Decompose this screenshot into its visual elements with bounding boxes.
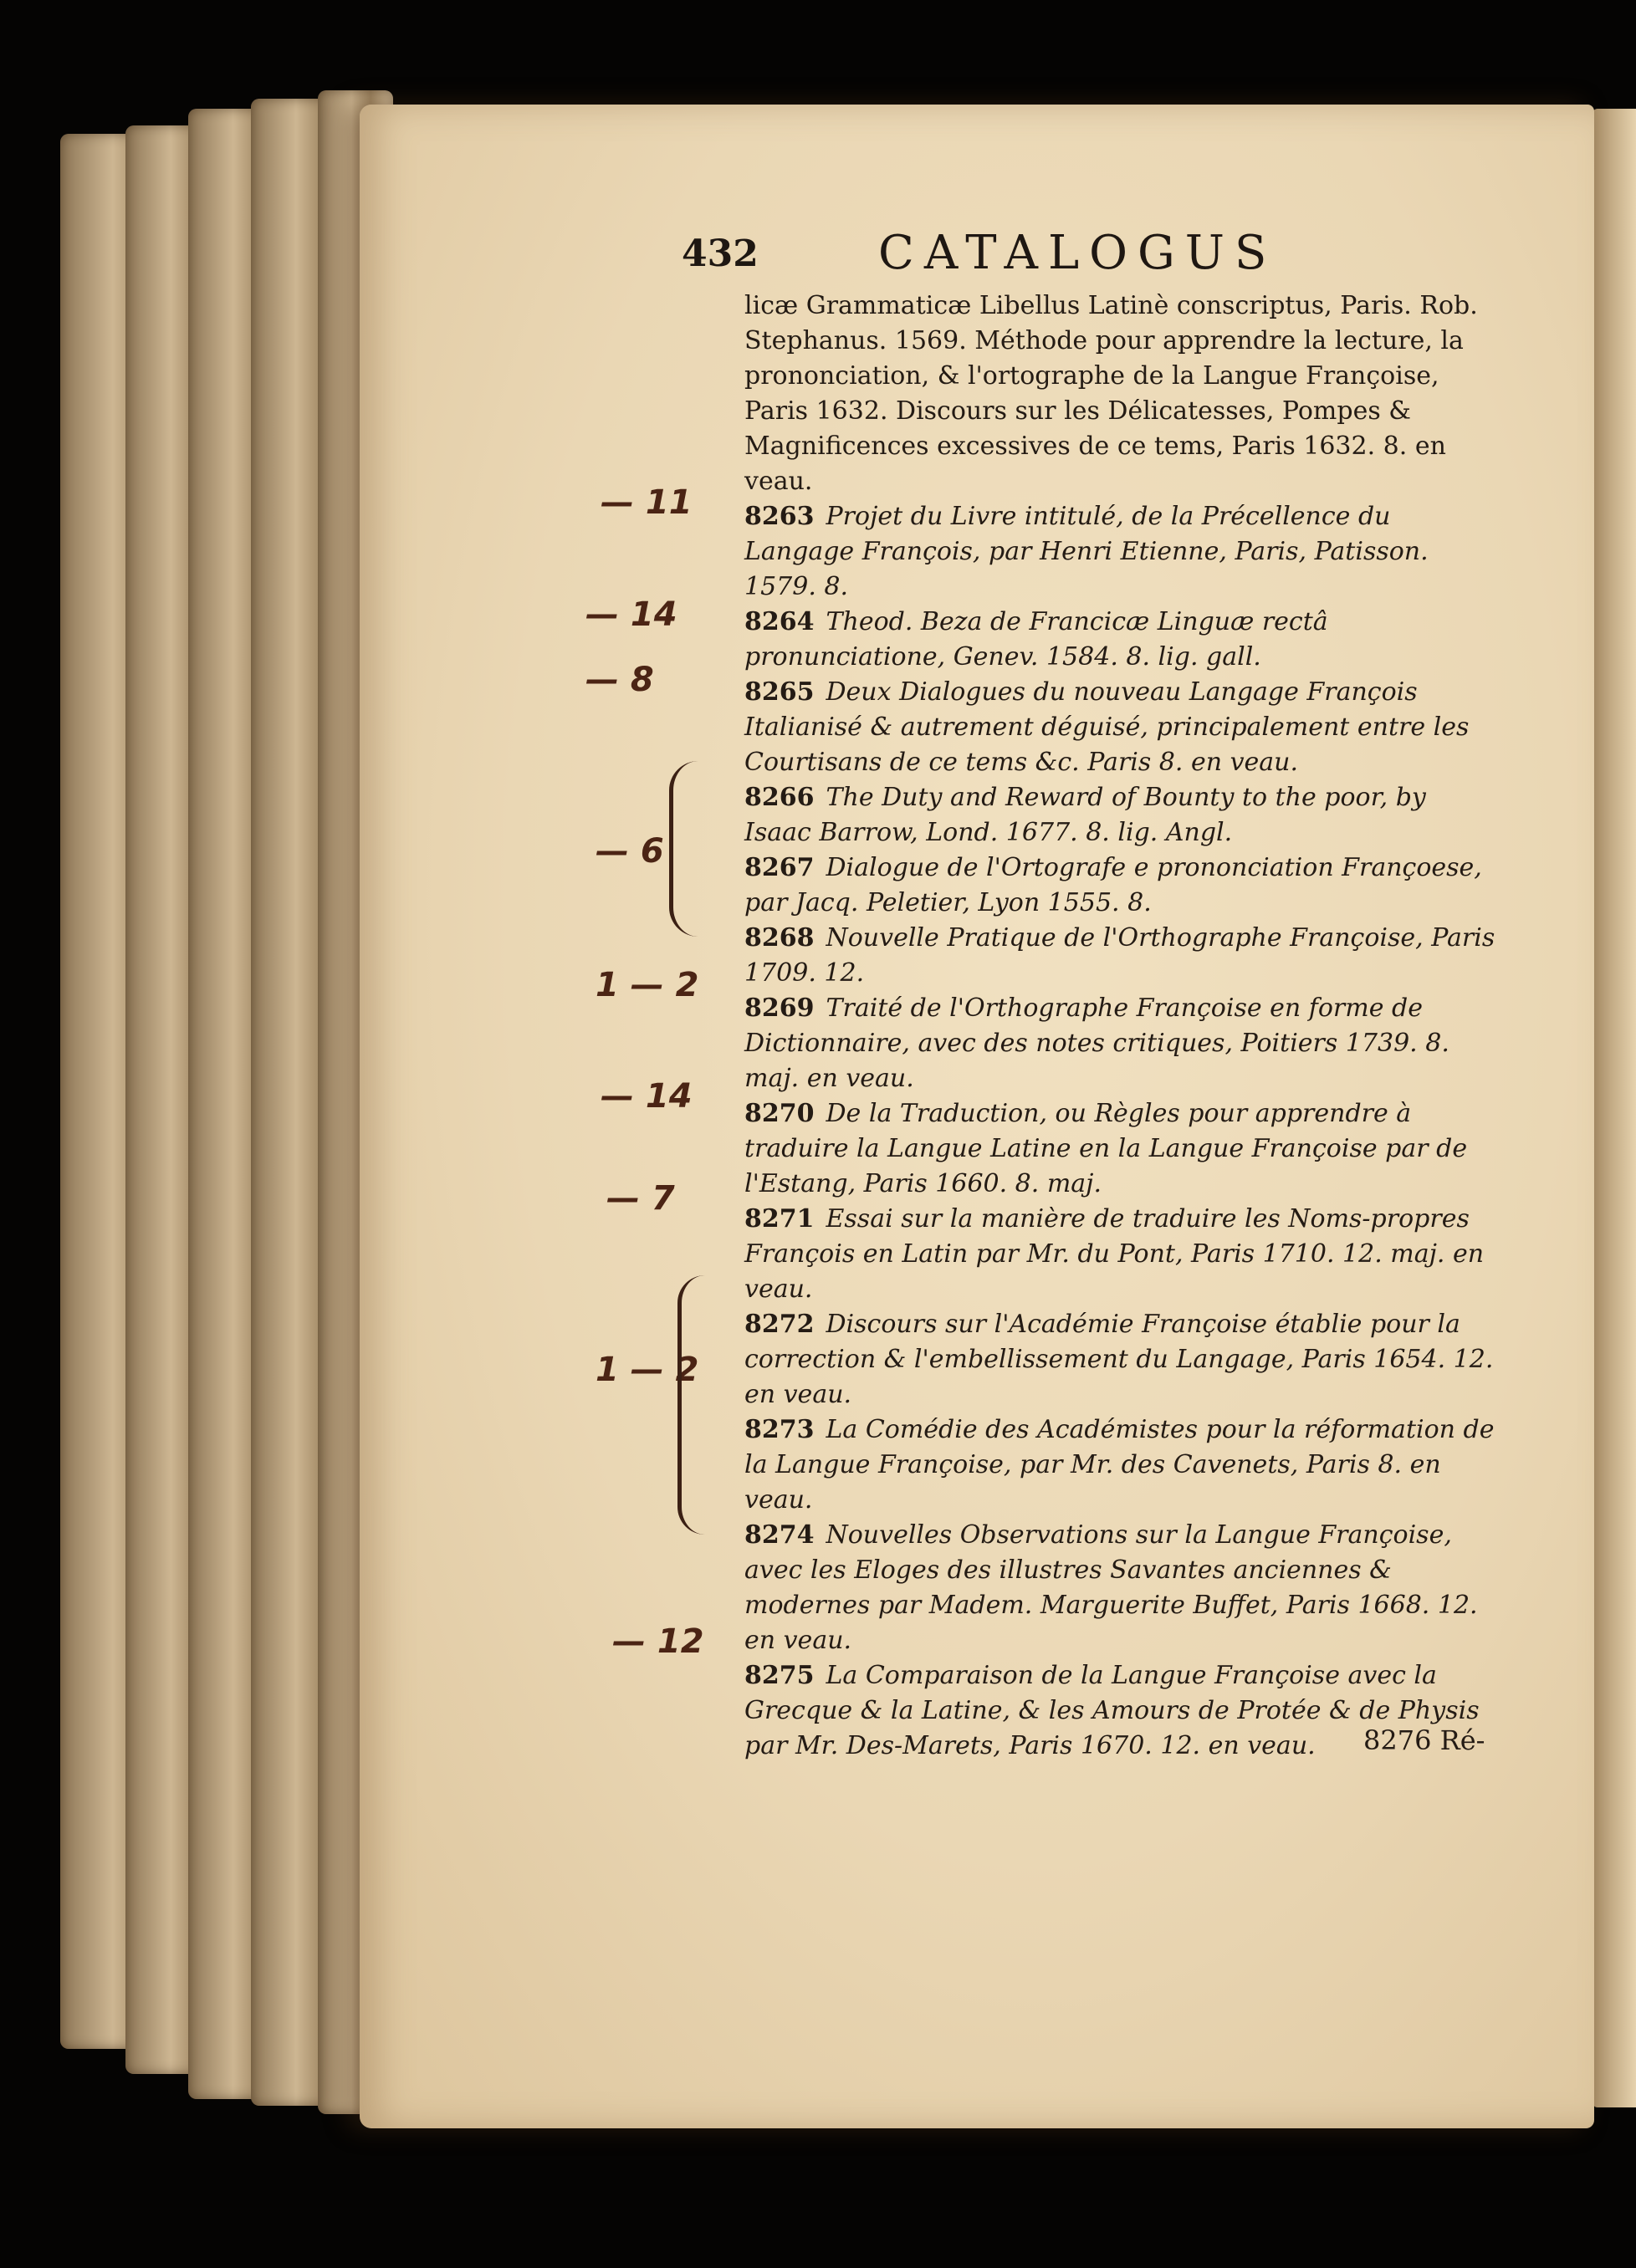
catalogue-entry bbox=[744, 1412, 1497, 1518]
continued-entry bbox=[744, 289, 1497, 499]
entry-number: 8273 bbox=[744, 1415, 815, 1444]
entry-number: 8269 bbox=[744, 994, 815, 1023]
entry-text: Projet du Livre intitulé, de la Précellence du Langage François, par Henri Etienne, Paris, Patisson. 1579. 8. bbox=[744, 502, 1429, 601]
price-annotation: 1 — 2 bbox=[596, 1351, 699, 1389]
price-annotation: — 14 bbox=[601, 1077, 693, 1116]
catalogue-entry bbox=[744, 1096, 1497, 1202]
entry-text: Nouvelle Pratique de l'Orthographe Françoise, Paris 1709. 12. bbox=[744, 923, 1495, 988]
running-title: CATALOGUS bbox=[878, 226, 1277, 280]
entry-text: Theod. Beza de Francicæ Linguæ rectâ pronunciatione, Genev. 1584. 8. lig. gall. bbox=[744, 607, 1328, 672]
price-annotation: — 7 bbox=[606, 1179, 675, 1218]
entry-text: Traité de l'Orthographe Françoise en forme de Dictionnaire, avec des notes critiques, Poitiers 1739. 8. maj. en veau. bbox=[744, 994, 1449, 1093]
entry-number: 8266 bbox=[744, 783, 815, 812]
entry-text: Essai sur la manière de traduire les Noms-propres François en Latin par Mr. du Pont, Paris 1710. 12. maj. en veau. bbox=[744, 1204, 1485, 1304]
price-annotation: — 11 bbox=[601, 483, 693, 522]
entry-number: 8267 bbox=[744, 853, 815, 882]
entry-text: La Comédie des Académistes pour la réformation de la Langue Françoise, par Mr. des Cavenets, Paris 8. en veau. bbox=[744, 1415, 1495, 1515]
catalogue-entries bbox=[744, 289, 1497, 1764]
entry-text: Dialogue de l'Ortografe e prononciation Françoese, par Jacq. Peletier, Lyon 1555. 8. bbox=[744, 853, 1482, 917]
grouping-brace bbox=[677, 1275, 705, 1535]
entry-text: The Duty and Reward of Bounty to the poor, by Isaac Barrow, Lond. 1677. 8. lig. Angl. bbox=[744, 783, 1426, 847]
catalogue-entry bbox=[744, 1518, 1497, 1658]
grouping-brace bbox=[669, 761, 698, 937]
catalogue-entry bbox=[744, 499, 1497, 605]
entry-text: La Comparaison de la Langue Françoise avec la Grecque & la Latine, & les Amours de Protée & de Physis par Mr. Des-Marets, Paris 1670. 12. en veau. bbox=[744, 1661, 1480, 1760]
entry-number: 8265 bbox=[744, 677, 815, 707]
catalogue-entry bbox=[744, 675, 1497, 780]
page-header bbox=[682, 226, 1518, 293]
entry-number: 8274 bbox=[744, 1520, 815, 1550]
catalogue-entry bbox=[744, 921, 1497, 991]
price-annotation: 1 — 2 bbox=[596, 966, 699, 1004]
entry-number: 8264 bbox=[744, 607, 815, 636]
catalogue-entry bbox=[744, 605, 1497, 675]
catalogue-entry bbox=[744, 850, 1497, 921]
price-annotation: — 12 bbox=[612, 1622, 704, 1661]
catalogue-entry bbox=[744, 1202, 1497, 1307]
price-annotation: — 14 bbox=[585, 595, 677, 634]
entry-number: 8270 bbox=[744, 1099, 815, 1128]
entry-text: Discours sur l'Académie Françoise établie pour la correction & l'embellissement du Langage, Paris 1654. 12. en veau. bbox=[744, 1310, 1494, 1409]
facing-page-edge bbox=[1593, 109, 1636, 2107]
catchword: 8276 Ré- bbox=[1363, 1724, 1485, 1756]
page-number: 432 bbox=[682, 232, 759, 275]
price-annotation: — 8 bbox=[585, 661, 654, 699]
price-annotation: — 6 bbox=[596, 832, 664, 871]
catalogue-entry bbox=[744, 780, 1497, 850]
entry-text: licæ Grammaticæ Libellus Latinè conscriptus, Paris. Rob. Stephanus. 1569. Méthode pour apprendre la lecture, la prononciation, & l'ortographe de la Langue Françoise, Paris 1632. Discours sur les Délicatesses, Pompes & Magnificences excessives de ce tems, Paris 1632. 8. en veau. bbox=[744, 291, 1478, 496]
entry-text: Nouvelles Observations sur la Langue Françoise, avec les Eloges des illustres Savantes anciennes & modernes par Madem. Marguerite Buffet, Paris 1668. 12. en veau. bbox=[744, 1520, 1478, 1655]
entry-number: 8263 bbox=[744, 502, 815, 531]
catalogue-entry bbox=[744, 991, 1497, 1096]
entry-number: 8268 bbox=[744, 923, 815, 953]
entry-number: 8275 bbox=[744, 1661, 815, 1690]
entry-text: Deux Dialogues du nouveau Langage François Italianisé & autrement déguisé, principalement entre les Courtisans de ce tems &c. Paris 8. en veau. bbox=[744, 677, 1470, 777]
catalogue-entry bbox=[744, 1307, 1497, 1412]
entry-number: 8272 bbox=[744, 1310, 815, 1339]
entry-number: 8271 bbox=[744, 1204, 815, 1234]
entry-text: De la Traduction, ou Règles pour apprendre à traduire la Langue Latine en la Langue Françoise par de l'Estang, Paris 1660. 8. maj. bbox=[744, 1099, 1468, 1198]
